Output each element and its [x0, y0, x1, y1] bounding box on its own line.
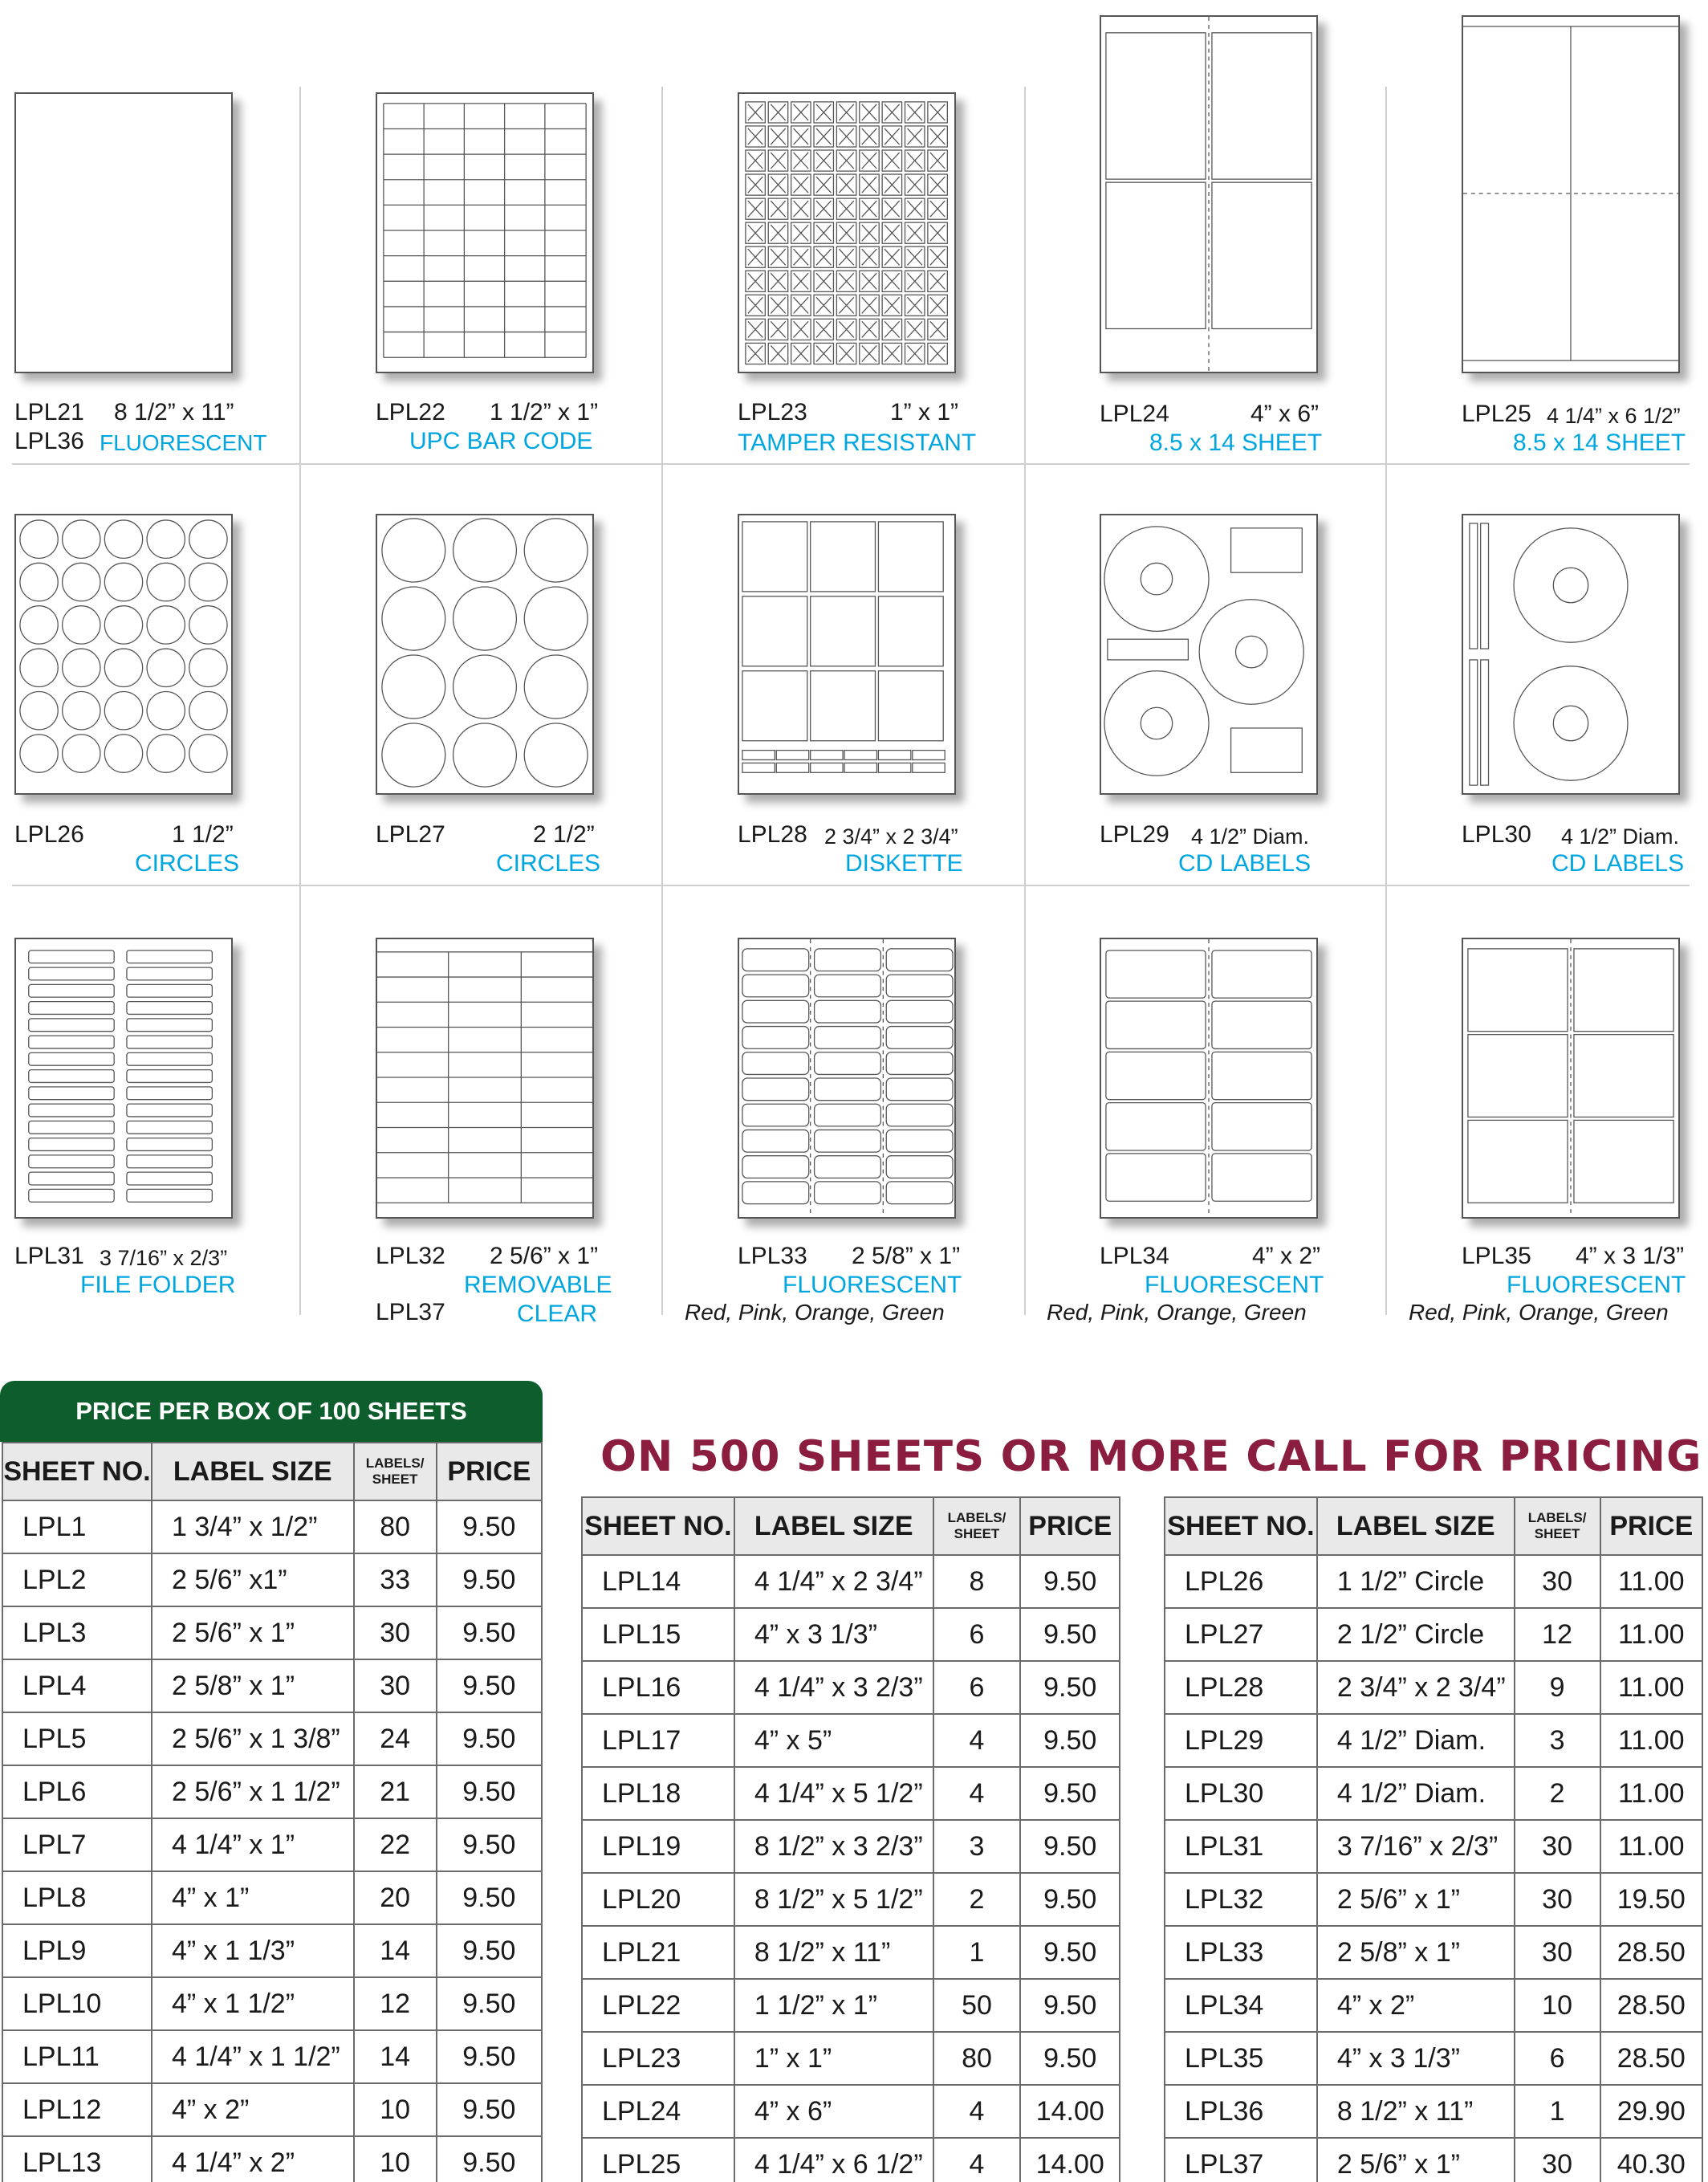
sheet-2x2 [1101, 17, 1316, 372]
sheet-circles-3x4 [377, 515, 592, 793]
col-label-size: LABEL SIZE [152, 1443, 354, 1500]
catalog-cell-lpl22[interactable] [361, 0, 698, 466]
table-row [2, 1500, 542, 1553]
catalog-cell-lpl31[interactable] [0, 887, 337, 1333]
label-sheet-preview [1100, 938, 1318, 1219]
price-cell: 9.50 [1020, 1926, 1120, 1979]
table-row [582, 2085, 1120, 2138]
sheet-no-cell: LPL29 [1165, 1714, 1317, 1767]
sheet-2x2-full [1463, 17, 1678, 372]
table-row [2, 1659, 542, 1712]
label-size: 1 1/2” x 1” [490, 399, 599, 425]
price-cell: 9.50 [1020, 1767, 1120, 1820]
labels-per-sheet-cell: 6 [933, 1661, 1021, 1714]
labels-per-sheet-cell: 80 [933, 2032, 1021, 2085]
table-row [582, 1661, 1120, 1714]
label-size: 4” x 6” [1250, 401, 1320, 427]
label-size-cell: 8 1/2” x 3 2/3” [734, 1820, 933, 1873]
price-cell: 29.90 [1600, 2085, 1702, 2138]
table-row [1165, 2138, 1702, 2182]
label-type: DISKETTE [845, 850, 963, 877]
labels-per-sheet-cell: 12 [354, 1977, 437, 2030]
label-size-cell: 4” x 6” [734, 2085, 933, 2138]
product-code: LPL33 [738, 1243, 807, 1269]
col-sheet-no: SHEET NO. [582, 1497, 734, 1555]
label-sheet-preview [1100, 15, 1318, 373]
sheet-no-cell: LPL2 [2, 1553, 152, 1606]
sheet-no-cell: LPL23 [582, 2032, 734, 2085]
price-cell: 11.00 [1600, 1661, 1702, 1714]
price-cell: 14.00 [1020, 2085, 1120, 2138]
label-size-cell: 4” x 5” [734, 1714, 933, 1767]
label-size-cell: 2 5/6” x 1 1/2” [152, 1765, 354, 1818]
sheet-no-cell: LPL37 [1165, 2138, 1317, 2182]
sheet-no-cell: LPL14 [582, 1555, 734, 1608]
table-row [582, 1926, 1120, 1979]
sheet-no-cell: LPL7 [2, 1818, 152, 1871]
label-size: 2 5/6” x 1” [490, 1243, 599, 1269]
sheet-no-cell: LPL19 [582, 1820, 734, 1873]
price-cell: 9.50 [437, 2083, 542, 2136]
label-size-cell: 2 5/6” x 1 3/8” [152, 1712, 354, 1765]
price-cell: 11.00 [1600, 1608, 1702, 1661]
label-size-cell: 4 1/4” x 1 1/2” [152, 2030, 354, 2083]
label-size: 1” x 1” [890, 399, 959, 425]
table-row [1165, 2085, 1702, 2138]
label-type: CD LABELS [1178, 850, 1312, 877]
catalog-cell-lpl29[interactable] [1085, 466, 1422, 887]
price-banner: PRICE PER BOX OF 100 SHEETS [0, 1381, 543, 1442]
price-cell: 9.50 [1020, 1608, 1120, 1661]
label-sheet-preview [14, 514, 233, 795]
label-sheet-preview [14, 92, 233, 373]
price-cell: 9.50 [1020, 1873, 1120, 1926]
table-row [1165, 1979, 1702, 2032]
sheet-tamper-grid [739, 94, 954, 372]
sheet-no-cell: LPL33 [1165, 1926, 1317, 1979]
color-options: Red, Pink, Orange, Green [685, 1300, 945, 1325]
price-cell: 9.50 [437, 1712, 542, 1765]
label-size-cell: 4 1/4” x 2 3/4” [734, 1555, 933, 1608]
sheet-no-cell: LPL30 [1165, 1767, 1317, 1820]
label-size-cell: 4” x 3 1/3” [734, 1608, 933, 1661]
label-size: 2 3/4” x 2 3/4” [824, 824, 958, 849]
table-row [1165, 1661, 1702, 1714]
labels-per-sheet-cell: 33 [354, 1553, 437, 1606]
product-code: LPL35 [1462, 1243, 1531, 1269]
label-size-cell: 4 1/4” x 3 2/3” [734, 1661, 933, 1714]
table-row [2, 2136, 542, 2182]
product-code: LPL30 [1462, 821, 1531, 848]
sheet-no-cell: LPL16 [582, 1661, 734, 1714]
labels-per-sheet-cell: 1 [933, 1926, 1021, 1979]
labels-per-sheet-cell: 4 [933, 2138, 1021, 2182]
product-code: LPL31 [14, 1243, 84, 1269]
price-cell: 11.00 [1600, 1820, 1702, 1873]
label-size-cell: 4 1/2” Diam. [1317, 1714, 1515, 1767]
table-row [1165, 1714, 1702, 1767]
labels-per-sheet-cell: 6 [1515, 2032, 1600, 2085]
labels-per-sheet-cell: 1 [1515, 2085, 1600, 2138]
sheet-grid-3x10 [377, 939, 592, 1217]
product-code: LPL21 [14, 399, 84, 425]
label-size-cell: 1 1/2” Circle [1317, 1555, 1515, 1608]
sheet-no-cell: LPL28 [1165, 1661, 1317, 1714]
catalog-cell-lpl28[interactable] [723, 466, 1060, 887]
price-cell: 9.50 [437, 1500, 542, 1553]
label-size-cell: 2 3/4” x 2 3/4” [1317, 1661, 1515, 1714]
product-code: LPL29 [1100, 821, 1169, 848]
labels-per-sheet-cell: 4 [933, 1767, 1021, 1820]
col-labels-per-sheet: LABELS/ SHEET [933, 1497, 1021, 1555]
price-table-1 [2, 1442, 543, 2182]
price-cell: 9.50 [437, 1606, 542, 1659]
label-sheet-preview [376, 92, 594, 373]
price-cell: 9.50 [1020, 1555, 1120, 1608]
table-row [582, 2032, 1120, 2085]
label-sheet-preview [1100, 514, 1318, 795]
price-cell: 9.50 [1020, 1820, 1120, 1873]
label-size-cell: 4 1/4” x 2” [152, 2136, 354, 2182]
price-cell: 40.30 [1600, 2138, 1702, 2182]
table-row [582, 2138, 1120, 2182]
table-row [582, 1608, 1120, 1661]
label-size-cell: 4 1/4” x 6 1/2” [734, 2138, 933, 2182]
table-row [2, 1606, 542, 1659]
labels-per-sheet-cell: 10 [354, 2083, 437, 2136]
label-size: 2 1/2” [533, 821, 595, 848]
label-type: FLUORESCENT [1507, 1272, 1686, 1298]
table-row [1165, 1555, 1702, 1608]
table-row [2, 1818, 542, 1871]
price-cell: 14.00 [1020, 2138, 1120, 2182]
table-row [1165, 2032, 1702, 2085]
label-size-cell: 4” x 2” [152, 2083, 354, 2136]
label-sheet-preview [738, 938, 956, 1219]
sheet-rounded-3x10 [739, 939, 954, 1217]
table-row [582, 1714, 1120, 1767]
table-row [582, 1767, 1120, 1820]
price-cell: 28.50 [1600, 1979, 1702, 2032]
sheet-no-cell: LPL27 [1165, 1608, 1317, 1661]
labels-per-sheet-cell: 30 [1515, 1926, 1600, 1979]
labels-per-sheet-cell: 10 [354, 2136, 437, 2182]
price-cell: 9.50 [1020, 1714, 1120, 1767]
catalog-cell-lpl30[interactable] [1447, 466, 1708, 887]
table-row [2, 1765, 542, 1818]
col-sheet-no: SHEET NO. [1165, 1497, 1317, 1555]
labels-per-sheet-cell: 22 [354, 1818, 437, 1871]
catalog-cell-lpl23[interactable] [723, 0, 1060, 466]
sheet-no-cell: LPL15 [582, 1608, 734, 1661]
label-size-cell: 1” x 1” [734, 2032, 933, 2085]
sheet-circles-5x6 [16, 515, 231, 793]
label-size-cell: 4” x 1 1/2” [152, 1977, 354, 2030]
col-price: PRICE [1600, 1497, 1702, 1555]
label-size-cell: 2 5/8” x 1” [152, 1659, 354, 1712]
sheet-no-cell: LPL18 [582, 1767, 734, 1820]
catalog-cell-lpl24[interactable] [1085, 0, 1422, 466]
labels-per-sheet-cell: 80 [354, 1500, 437, 1553]
table-row [1165, 1608, 1702, 1661]
table-row [2, 2030, 542, 2083]
label-size-cell: 2 5/6” x 1” [152, 1606, 354, 1659]
table-row [582, 1873, 1120, 1926]
sheet-no-cell: LPL12 [2, 2083, 152, 2136]
sheet-no-cell: LPL5 [2, 1712, 152, 1765]
labels-per-sheet-cell: 2 [933, 1873, 1021, 1926]
label-size: 4 1/2” Diam. [1191, 824, 1310, 849]
sheet-no-cell: LPL8 [2, 1871, 152, 1924]
product-code: LPL32 [376, 1243, 445, 1269]
label-size-cell: 2 5/6” x 1” [1317, 2138, 1515, 2182]
col-labels-per-sheet: LABELS/ SHEET [1515, 1497, 1600, 1555]
label-type: 8.5 x 14 SHEET [1513, 429, 1686, 456]
sheet-no-cell: LPL17 [582, 1714, 734, 1767]
price-cell: 9.50 [437, 1553, 542, 1606]
catalog-cell-lpl33[interactable] [685, 887, 1060, 1333]
label-type: FLUORESCENT [100, 430, 267, 455]
sheet-no-cell: LPL34 [1165, 1979, 1317, 2032]
labels-per-sheet-cell: 24 [354, 1712, 437, 1765]
price-cell: 9.50 [1020, 1979, 1120, 2032]
sheet-no-cell: LPL24 [582, 2085, 734, 2138]
label-type: TAMPER RESISTANT [738, 429, 977, 456]
labels-per-sheet-cell: 6 [933, 1608, 1021, 1661]
sheet-no-cell: LPL9 [2, 1924, 152, 1977]
label-type: CIRCLES [135, 850, 240, 877]
price-table-2 [581, 1496, 1120, 2182]
label-size: 4” x 3 1/3” [1576, 1243, 1685, 1269]
sheet-no-cell: LPL31 [1165, 1820, 1317, 1873]
sheet-no-cell: LPL1 [2, 1500, 152, 1553]
col-label-size: LABEL SIZE [1317, 1497, 1515, 1555]
sheet-blank [16, 94, 231, 372]
labels-per-sheet-cell: 4 [933, 2085, 1021, 2138]
table-row [2, 2083, 542, 2136]
label-size-cell: 8 1/2” x 11” [734, 1926, 933, 1979]
sheet-grid-5x10 [377, 94, 592, 372]
label-size-cell: 1 1/2” x 1” [734, 1979, 933, 2032]
product-code: LPL22 [376, 399, 445, 425]
labels-per-sheet-cell: 9 [1515, 1661, 1600, 1714]
bulk-pricing-headline: ON 500 SHEETS OR MORE CALL FOR PRICING [600, 1432, 1702, 1481]
table-row [582, 1555, 1120, 1608]
sheet-cd-2 [1463, 515, 1678, 793]
price-cell: 9.50 [437, 1977, 542, 2030]
sheet-no-cell: LPL10 [2, 1977, 152, 2030]
label-size-cell: 4” x 1 1/3” [152, 1924, 354, 1977]
labels-per-sheet-cell: 50 [933, 1979, 1021, 2032]
col-label-size: LABEL SIZE [734, 1497, 933, 1555]
label-sheet-preview [376, 938, 594, 1219]
labels-per-sheet-cell: 30 [1515, 1873, 1600, 1926]
catalog-cell-lpl34[interactable] [1047, 887, 1422, 1333]
label-type: CD LABELS [1551, 850, 1685, 877]
sheet-no-cell: LPL25 [582, 2138, 734, 2182]
label-size-cell: 8 1/2” x 11” [1317, 2085, 1515, 2138]
catalog-cell-lpl27[interactable] [361, 466, 698, 887]
price-cell: 9.50 [437, 1818, 542, 1871]
label-type: FLUORESCENT [1145, 1272, 1324, 1298]
col-price: PRICE [1020, 1497, 1120, 1555]
price-cell: 11.00 [1600, 1555, 1702, 1608]
sheet-no-cell: LPL26 [1165, 1555, 1317, 1608]
sheet-no-cell: LPL4 [2, 1659, 152, 1712]
table-row [582, 1820, 1120, 1873]
sheet-no-cell: LPL21 [582, 1926, 734, 1979]
label-size-cell: 4 1/4” x 1” [152, 1818, 354, 1871]
label-sheet-preview [1462, 514, 1680, 795]
table-row [2, 1871, 542, 1924]
labels-per-sheet-cell: 2 [1515, 1767, 1600, 1820]
label-type: FLUORESCENT [783, 1272, 962, 1298]
price-cell: 9.50 [437, 1659, 542, 1712]
label-type: CIRCLES [496, 850, 601, 877]
sheet-file-folder [16, 939, 231, 1217]
price-cell: 19.50 [1600, 1873, 1702, 1926]
catalog-cell-lpl21[interactable] [0, 0, 337, 466]
sheet-no-cell: LPL3 [2, 1606, 152, 1659]
price-cell: 11.00 [1600, 1714, 1702, 1767]
price-cell: 9.50 [1020, 2032, 1120, 2085]
catalog-cell-lpl35[interactable] [1409, 887, 1708, 1333]
price-cell: 28.50 [1600, 2032, 1702, 2085]
label-size-cell: 8 1/2” x 5 1/2” [734, 1873, 933, 1926]
label-size-cell: 4” x 3 1/3” [1317, 2032, 1515, 2085]
label-sheet-preview [376, 514, 594, 795]
price-cell: 9.50 [1020, 1661, 1120, 1714]
price-cell: 9.50 [437, 2136, 542, 2182]
col-price: PRICE [437, 1443, 542, 1500]
sheet-diskette [739, 515, 954, 793]
price-cell: 9.50 [437, 2030, 542, 2083]
product-code: LPL24 [1100, 401, 1169, 427]
label-sheet-preview [738, 92, 956, 373]
label-sheet-preview [738, 514, 956, 795]
label-size: 4 1/4” x 6 1/2” [1547, 404, 1681, 428]
table-row [1165, 1767, 1702, 1820]
label-size: 2 5/8” x 1” [852, 1243, 961, 1269]
product-code: LPL27 [376, 821, 445, 848]
label-size: 3 7/16” x 2/3” [100, 1246, 228, 1270]
label-size: 1 1/2” [172, 821, 234, 848]
color-options: Red, Pink, Orange, Green [1409, 1300, 1669, 1325]
sheet-no-cell: LPL35 [1165, 2032, 1317, 2085]
label-size-cell: 2 5/6” x1” [152, 1553, 354, 1606]
price-table-3 [1164, 1496, 1703, 2182]
label-sheet-preview [1462, 15, 1680, 373]
label-type: 8.5 x 14 SHEET [1149, 429, 1323, 456]
sheet-cd-3 [1101, 515, 1316, 793]
sheet-rounded-2x5 [1101, 939, 1316, 1217]
price-cell: 9.50 [437, 1871, 542, 1924]
table-row [1165, 1873, 1702, 1926]
sheet-no-cell: LPL32 [1165, 1873, 1317, 1926]
table-row [582, 1979, 1120, 2032]
price-cell: 28.50 [1600, 1926, 1702, 1979]
price-cell: 9.50 [437, 1924, 542, 1977]
table-row [2, 1924, 542, 1977]
label-size: 4 1/2” Diam. [1561, 824, 1680, 849]
labels-per-sheet-cell: 30 [1515, 1820, 1600, 1873]
label-sheet-preview [1462, 938, 1680, 1219]
catalog-cell-lpl26[interactable] [0, 466, 337, 887]
product-code: LPL26 [14, 821, 84, 848]
labels-per-sheet-cell: 30 [1515, 1555, 1600, 1608]
sheet-no-cell: LPL22 [582, 1979, 734, 2032]
table-row [1165, 1820, 1702, 1873]
labels-per-sheet-cell: 10 [1515, 1979, 1600, 2032]
labels-per-sheet-cell: 8 [933, 1555, 1021, 1608]
catalog-cell-lpl25[interactable] [1447, 0, 1708, 466]
labels-per-sheet-cell: 30 [354, 1606, 437, 1659]
label-size-cell: 3 7/16” x 2/3” [1317, 1820, 1515, 1873]
col-sheet-no: SHEET NO. [2, 1443, 152, 1500]
col-labels-per-sheet: LABELS/ SHEET [354, 1443, 437, 1500]
label-size-cell: 4” x 2” [1317, 1979, 1515, 2032]
labels-per-sheet-cell: 4 [933, 1714, 1021, 1767]
labels-per-sheet-cell: 21 [354, 1765, 437, 1818]
sheet-2x3 [1463, 939, 1678, 1217]
label-sheet-preview [14, 938, 233, 1219]
sheet-no-cell: LPL11 [2, 2030, 152, 2083]
table-row [2, 1712, 542, 1765]
label-size-cell: 4 1/2” Diam. [1317, 1767, 1515, 1820]
label-size-cell: 4” x 1” [152, 1871, 354, 1924]
product-code: LPL25 [1462, 401, 1531, 427]
label-size-cell: 4 1/4” x 5 1/2” [734, 1767, 933, 1820]
catalog-cell-lpl32[interactable] [361, 887, 698, 1333]
product-code: LPL23 [738, 399, 807, 425]
table-row [1165, 1926, 1702, 1979]
product-code-alt: LPL37 [376, 1299, 445, 1325]
labels-per-sheet-cell: 14 [354, 2030, 437, 2083]
label-type: FILE FOLDER [80, 1272, 236, 1298]
label-size-cell: 2 1/2” Circle [1317, 1608, 1515, 1661]
labels-per-sheet-cell: 14 [354, 1924, 437, 1977]
labels-per-sheet-cell: 3 [933, 1820, 1021, 1873]
label-type: UPC BAR CODE [409, 428, 593, 454]
price-cell: 9.50 [437, 1765, 542, 1818]
label-size: 4” x 2” [1252, 1243, 1321, 1269]
sheet-no-cell: LPL36 [1165, 2085, 1317, 2138]
label-size-cell: 1 3/4” x 1/2” [152, 1500, 354, 1553]
product-code: LPL28 [738, 821, 807, 848]
table-row [2, 1553, 542, 1606]
labels-per-sheet-cell: 30 [1515, 2138, 1600, 2182]
sheet-no-cell: LPL6 [2, 1765, 152, 1818]
sheet-no-cell: LPL13 [2, 2136, 152, 2182]
label-type-alt: CLEAR [517, 1301, 598, 1327]
label-size-cell: 2 5/6” x 1” [1317, 1873, 1515, 1926]
label-size-cell: 2 5/8” x 1” [1317, 1926, 1515, 1979]
label-size: 8 1/2” x 11” [114, 399, 234, 425]
table-row [2, 1977, 542, 2030]
product-code: LPL34 [1100, 1243, 1169, 1269]
label-type: REMOVABLE [464, 1272, 612, 1298]
labels-per-sheet-cell: 30 [354, 1659, 437, 1712]
labels-per-sheet-cell: 3 [1515, 1714, 1600, 1767]
sheet-no-cell: LPL20 [582, 1873, 734, 1926]
labels-per-sheet-cell: 20 [354, 1871, 437, 1924]
product-code-alt: LPL36 [14, 428, 84, 454]
price-cell: 11.00 [1600, 1767, 1702, 1820]
labels-per-sheet-cell: 12 [1515, 1608, 1600, 1661]
color-options: Red, Pink, Orange, Green [1047, 1300, 1307, 1325]
